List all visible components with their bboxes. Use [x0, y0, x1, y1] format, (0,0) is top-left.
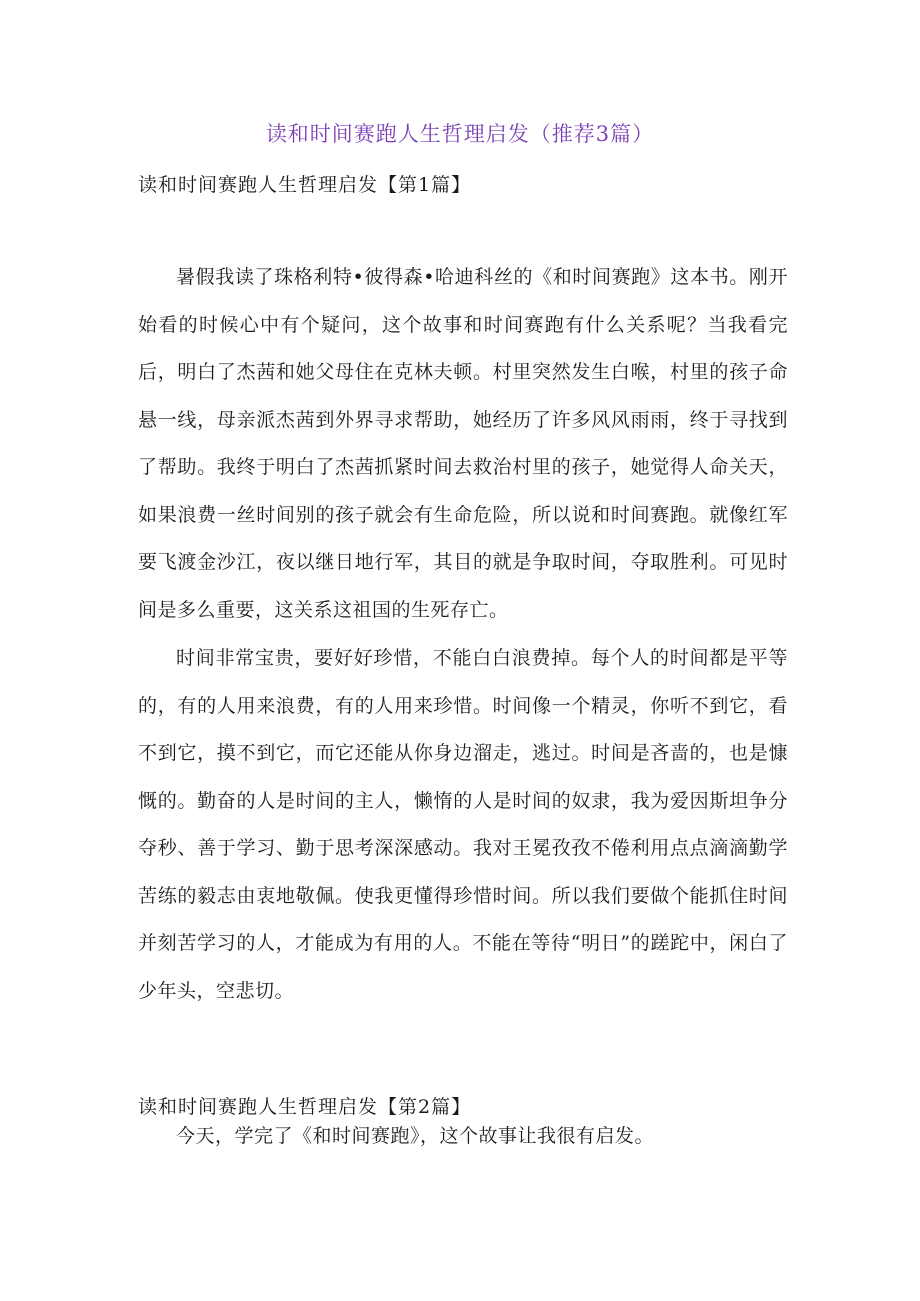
- section-1-heading: 读和时间赛跑人生哲理启发【第1篇】: [138, 174, 472, 196]
- document-title: 读和时间赛跑人生哲理启发（推荐3篇）: [265, 122, 655, 146]
- section-2-heading: 读和时间赛跑人生哲理启发【第2篇】: [138, 1096, 472, 1118]
- section-1-paragraph-1: 暑假我读了珠格利特•彼得森•哈迪科丝的《和时间赛跑》这本书。刚开始看的时候心中有个疑问，这个故事和时间赛跑有什么关系呢？当我看完后，明白了杰茜和她父母住在克林夫顿。村里突然发生白喉，村里的孩子命悬一线，母亲派杰茜到外界寻求帮助，她经历了许多风风雨雨，终于寻找到了帮助。我终于明白了杰茜抓紧时间去救治村里的孩子，她觉得人命关天，如果浪费一丝时间别的孩子就会有生命危险，所以说和时间赛跑。就像红军要飞渡金沙江，夜以继日地行军，其目的就是争取时间，夺取胜利。可见时间是多么重要，这关系这祖国的生死存亡。: [138, 266, 788, 621]
- section-1-paragraph-2: 时间非常宝贵，要好好珍惜，不能白白浪费掉。每个人的时间都是平等的，有的人用来浪费，有的人用来珍惜。时间像一个精灵，你听不到它，看不到它，摸不到它，而它还能从你身边溜走，逃过。时间是吝啬的，也是慷慨的。勤奋的人是时间的主人，懒惰的人是时间的奴隶，我为爱因斯坦争分夺秒、善于学习、勤于思考深深感动。我对王冕孜孜不倦利用点点滴滴勤学苦练的毅志由衷地敬佩。使我更懂得珍惜时间。所以我们要做个能抓住时间并刻苦学习的人，才能成为有用的人。不能在等待“明日”的蹉跎中，闲白了少年头，空悲切。: [138, 647, 788, 1002]
- section-2-paragraph-1: 今天，学完了《和时间赛跑》，这个故事让我很有启发。: [176, 1125, 655, 1147]
